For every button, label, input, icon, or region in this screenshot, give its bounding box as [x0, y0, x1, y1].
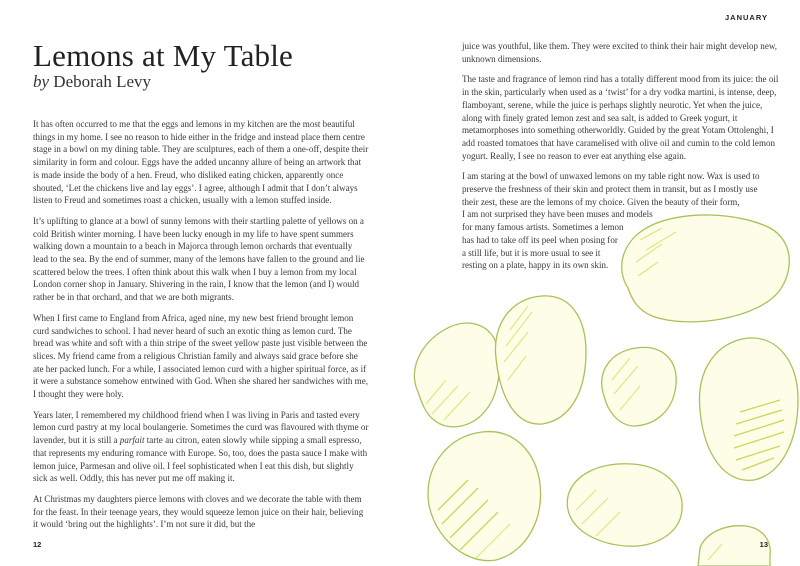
paragraph: It has often occurred to me that the eggs and lemons in my kitchen are the most beautiful things in my home. I see no reason to hide either in the fridge and instead place them centre stage in a bowl on my dining table. They are sculptures, each of them a one-off, despite their similarity in form and colour. Eggs have the added uncanny allure of being an artwork that is made inside the body of a hen. Freud, who disliked eating chicken, apparently once shouted, ‘Let the chickens live and lay eggs’. I agree, although I admit that I don’t always listen to Freud and sometimes roast a chicken, usually with a lemon stuffed inside. — [33, 119, 369, 206]
byline-prefix: by — [33, 72, 50, 91]
running-head: JANUARY — [725, 13, 768, 22]
right-text-column — [462, 40, 782, 280]
paragraph: juice was youthful, like them. They were excited to think their hair might develop new, unknown dimensions. — [462, 41, 778, 64]
page-number-right: 13 — [759, 540, 768, 549]
lemon-drawing — [567, 464, 682, 546]
byline — [33, 72, 151, 92]
italic-word: parfait — [119, 435, 145, 446]
lemon-drawing — [495, 296, 586, 424]
paragraph-text: Years later, I remembered my childhood friend when I was living in Paris and tasted every lemon curd pastry at my local boulangerie. Sometimes the curd was flavoured with thyme or lavender, but it is still a — [33, 409, 369, 446]
paragraph: The taste and fragrance of lemon rind has a totally different mood from its juice: the oil in the skin, particularly when used as a ‘twist’ for a dry vodka martini, is intense, deep, flamboyant, serene, while the juice is perhaps slightly neurotic. Yet when the juice, along with finely grated lemon zest and sea salt, is added to Greek yogurt, it metamorphoses into something otherworldly. Guided by the great Yotam Ottolenghi, I add roasted tomatoes that have caramelised with olive oil and cumin to the cold lemon yogurt. Really, I see no reason to ever eat anything else again. — [462, 74, 779, 161]
lemon-drawing — [602, 347, 676, 426]
left-text-column — [33, 118, 369, 539]
paragraph-text: tarte au citron, eaten slowly while sipping a small espresso, that represents my enduring romance with Europe. So, too, does the pasta sauce I make with lemon juice, Parmesan and olive oil. I feel sophisticated when I eat this dish, but slightly sick as well. Oddly, this has never put me off making it. — [33, 435, 368, 484]
paragraph — [33, 409, 369, 485]
page-number-left: 12 — [33, 540, 42, 549]
paragraph-line: resting on a plate, happy in its own skin. — [462, 260, 609, 271]
paragraph: At Christmas my daughters pierce lemons with cloves and we decorate the table with them for the feast. In their teenage years, they would squeeze lemon juice on their hair, believing it would ‘bring out the highlights’. I’m not sure it did, but the — [33, 493, 364, 530]
paragraph: When I first came to England from Africa, aged nine, my new best friend brought lemon curd sandwiches to school. I had never heard of such an exotic thing as lemon curd. The bread was white and soft with a thin stripe of the sweet yellow paste just visible between the slices. My friend came from a religious Christian family and always said grace before she ate her packed lunch. For a while, I associated lemon curd with a higher spiritual force, as if it were a substance somehow entwined with God. When she shared her sandwiches with me, I thought they were holy. — [33, 312, 368, 400]
lemon-drawing — [428, 432, 541, 561]
author-name: Deborah Levy — [53, 72, 152, 91]
article-title: Lemons at My Table — [33, 38, 294, 73]
paragraph-line: I am not surprised they have been muses and models — [462, 209, 653, 220]
paragraph-line: has had to take off its peel when posing for — [462, 234, 618, 245]
lemon-drawing — [414, 323, 499, 427]
right-page — [400, 0, 800, 566]
paragraph-line: for many famous artists. Sometimes a lemon — [462, 222, 624, 233]
paragraph-line: a still life, but it is more usual to see it — [462, 247, 601, 258]
paragraph: It’s uplifting to glance at a bowl of sunny lemons with their startling palette of yellows on a cold British winter morning. I have been lucky enough in my life to have spent summers walking down a mountain to a beach in Majorca through lemon orchards that eventually lead to the sea. By the end of summer, many of the lemons have fallen to the ground and lie scattered below the trees. I often think about this walk when I buy a lemon from my local London corner shop in January. Shivering in the rain, I know that the lemon (and I) would rather be in that orchard, and that we are both migrants. — [33, 215, 365, 303]
paragraph — [462, 170, 762, 272]
lemon-drawing — [699, 338, 798, 480]
paragraph-text: I am staring at the bowl of unwaxed lemons on my table right now. Wax is used to preserve the freshness of their skin and protect them in transit, but as I mostly use their zest, these are the lemons of my choice. Given the beauty of their form, — [462, 171, 760, 207]
